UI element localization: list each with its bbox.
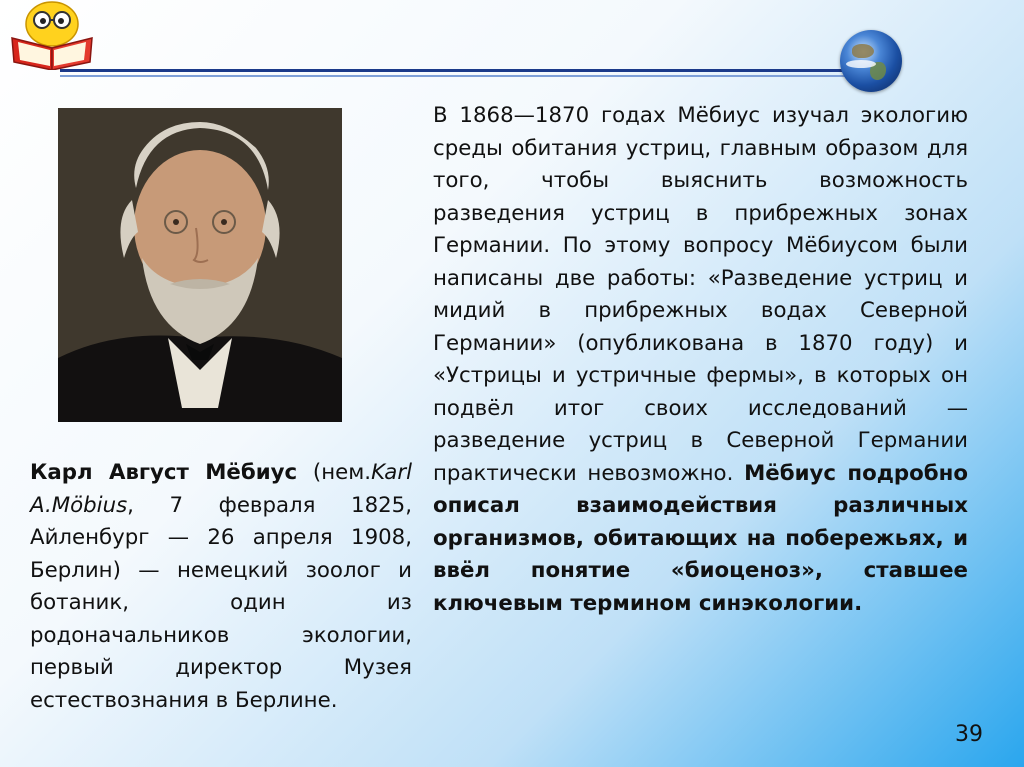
portrait-caption [30, 457, 412, 717]
caption-part-2: , 7 февраля 1825, Айленбург — 26 апреля 1908, Берлин) — немецкий зоолог и ботаник, один из родоначальников экологии, первый директор Музея естествознания в Берлине. [30, 492, 412, 713]
header-rule-secondary [60, 75, 850, 77]
globe-icon [840, 30, 902, 92]
person-name: Карл Август Мёбиус [30, 460, 298, 485]
latin-name: Karl A.Möbius [30, 460, 412, 518]
paragraph-regular-text: В 1868—1870 годах Мёбиус изучал экологию среды обитания устриц, главным образом для того, чтобы выяснить возможность разведения устриц в прибрежных зонах Германии. По этому вопросу Мёбиусом были написаны две работы: «Разведение устриц и мидий в прибрежных водах Северной Германии» (опубликована в 1870 году) и «Устрицы и устричные фермы», в которых он подвёл итог своих исследований — разведение устриц в Северной Германии практически невозможно. [433, 103, 968, 486]
reading-smiley-icon [4, 0, 104, 70]
page-number: 39 [955, 722, 983, 747]
main-paragraph [433, 100, 968, 620]
caption-part-1: (нем. [297, 460, 372, 485]
paragraph-bold-text: Мёбиус подробно описал взаимодействия различных организмов, обитающих на побережьях, и ввёл понятие «биоценоз», ставшее ключевым термином синэкологии. [433, 460, 968, 616]
header-rule [60, 69, 850, 72]
portrait-image [58, 108, 342, 422]
